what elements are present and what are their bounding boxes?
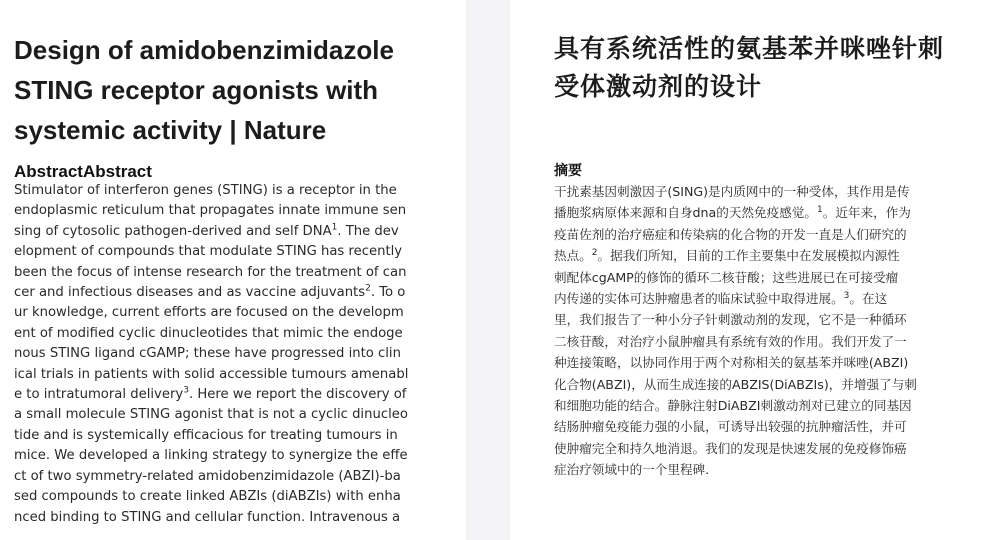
chinese-line-text: 使肿瘤完全和持久地消退。我们的发现是快速发展的免疫修饰癌 (554, 440, 907, 456)
english-line-text-continued: . The dev (337, 223, 399, 239)
chinese-line-text: 刺配体cgAMP的修饰的循环二核苷酸；这些进展已在可接受瘤 (554, 269, 899, 285)
chinese-article-title (554, 30, 984, 106)
chinese-text-line (554, 245, 964, 266)
chinese-line-text: 化合物(ABZI)，从而生成连接的ABZIS(DiABZIs)，并增强了与刺 (554, 376, 917, 392)
chinese-line-text-continued: 。据我们所知，目前的工作主要集中在发展模拟内源性 (597, 248, 900, 264)
english-line-text: sed compounds to create linked ABZIs (diABZIs) with enha (14, 489, 401, 505)
english-line-text: cer and infectious diseases and as vaccine adjuvants (14, 285, 366, 301)
english-text-line (14, 303, 424, 323)
english-panel (0, 0, 466, 540)
chinese-text-line (554, 224, 964, 245)
english-text-line (14, 405, 424, 425)
english-text-line (14, 467, 424, 487)
chinese-text-line (554, 267, 964, 288)
english-line-text: been the focus of intense research for the treatment of can (14, 264, 407, 280)
english-text-line (14, 365, 424, 385)
english-text-line (14, 222, 424, 242)
chinese-text-line (554, 288, 964, 309)
citation-superscript: 3 (843, 290, 850, 301)
chinese-line-text: 干扰素基因刺激因子(SING)是内质网中的一种受体，其作用是传 (554, 184, 910, 199)
english-line-text: nous STING ligand cGAMP; these have progressed into clin (14, 346, 401, 362)
chinese-line-text: 内传递的实体可达肿瘤患者的临床试验中取得进展。 (554, 291, 844, 307)
english-text-line (14, 263, 424, 283)
english-abstract-body (14, 181, 424, 528)
english-text-line (14, 385, 424, 405)
chinese-line-text: 症治疗领域中的一个里程碑. (554, 462, 710, 478)
chinese-text-line (554, 202, 964, 223)
citation-superscript: 2 (591, 248, 598, 259)
chinese-abstract-body (554, 181, 964, 481)
chinese-text-line (554, 395, 964, 416)
english-line-text-continued: . To o (370, 285, 406, 301)
english-text-line (14, 446, 424, 466)
chinese-line-text: 和细胞功能的结合。静脉注射DiABZI刺激动剂对已建立的同基因 (554, 398, 912, 414)
chinese-abstract-heading: 摘要 (554, 163, 582, 179)
chinese-text-line (554, 181, 964, 202)
chinese-text-line (554, 352, 964, 373)
chinese-title-line: 受体激动剂的设计 (554, 72, 763, 101)
english-text-line (14, 242, 424, 262)
chinese-line-text: 二核苷酸，对治疗小鼠肿瘤具有系统有效的作用。我们开发了一 (554, 333, 907, 349)
citation-superscript: 1 (331, 222, 338, 233)
english-text-line (14, 508, 424, 528)
english-line-text: ent of modified cyclic dinucleotides that mimic the endoge (14, 325, 403, 341)
chinese-line-text: 播胞浆病原体来源和自身dna的天然免疫感觉。 (554, 205, 817, 221)
chinese-line-text-continued: 。近年来，作为 (822, 205, 911, 221)
english-line-text: endoplasmic reticulum that propagates innate immune sen (14, 203, 407, 219)
english-line-text: a small molecule STING agonist that is not a cyclic dinucleo (14, 407, 408, 423)
chinese-text-line (554, 438, 964, 459)
english-line-text: e to intratumoral delivery (14, 387, 184, 403)
english-line-text: elopment of compounds that modulate STING has recently (14, 244, 403, 260)
chinese-line-text: 里，我们报告了一种小分子针刺激动剂的发现，它不是一种循环 (554, 312, 907, 328)
citation-superscript: 1 (816, 205, 823, 216)
chinese-text-line (554, 331, 964, 352)
english-line-text: ct of two symmetry-related amidobenzimidazole (ABZI)-ba (14, 468, 401, 484)
english-line-text: sing of cytosolic pathogen-derived and self DNA (14, 223, 332, 239)
chinese-text-line (554, 416, 964, 437)
citation-superscript: 3 (183, 385, 189, 396)
english-text-line (14, 283, 424, 303)
chinese-line-text: 热点。 (554, 248, 592, 264)
english-line-text: ur knowledge, current efforts are focused on the developm (14, 305, 404, 321)
chinese-panel (510, 0, 1008, 540)
english-text-line (14, 201, 424, 221)
english-line-text-continued: . Here we report the discovery of (188, 387, 407, 403)
citation-superscript: 2 (365, 283, 371, 294)
english-text-line (14, 324, 424, 344)
english-line-text: Stimulator of interferon genes (STING) is a receptor in the (14, 183, 397, 198)
english-article-title: Design of amidobenzimidazole STING receptor agonists with systemic activity | Nature (14, 35, 394, 145)
english-abstract-heading: AbstractAbstract (14, 162, 152, 181)
english-line-text: nced binding to STING and cellular function. Intravenous a (14, 509, 401, 525)
english-line-text: mice. We developed a linking strategy to synergize the effe (14, 448, 408, 464)
chinese-line-text-continued: 。在这 (849, 291, 888, 307)
page-divider (466, 0, 510, 540)
chinese-text-line (554, 459, 964, 480)
chinese-text-line (554, 309, 964, 330)
english-text-line (14, 181, 424, 201)
chinese-line-text: 结肠肿瘤免疫能力强的小鼠，可诱导出较强的抗肿瘤活性，并可 (554, 419, 907, 435)
english-text-line (14, 487, 424, 507)
chinese-line-text: 疫苗佐剂的治疗癌症和传染病的化合物的开发一直是人们研究的 (554, 226, 907, 242)
english-text-line (14, 344, 424, 364)
english-line-text: tide and is systemically efficacious for treating tumours in (14, 427, 398, 443)
chinese-line-text: 种连接策略，以协同作用于两个对称相关的氨基苯并咪唑(ABZI) (554, 355, 909, 371)
english-line-text: ical trials in patients with solid accessible tumours amenabl (14, 366, 409, 382)
english-text-line (14, 426, 424, 446)
chinese-title-line: 具有系统活性的氨基苯并咪唑针刺 (554, 34, 945, 63)
chinese-text-line (554, 374, 964, 395)
